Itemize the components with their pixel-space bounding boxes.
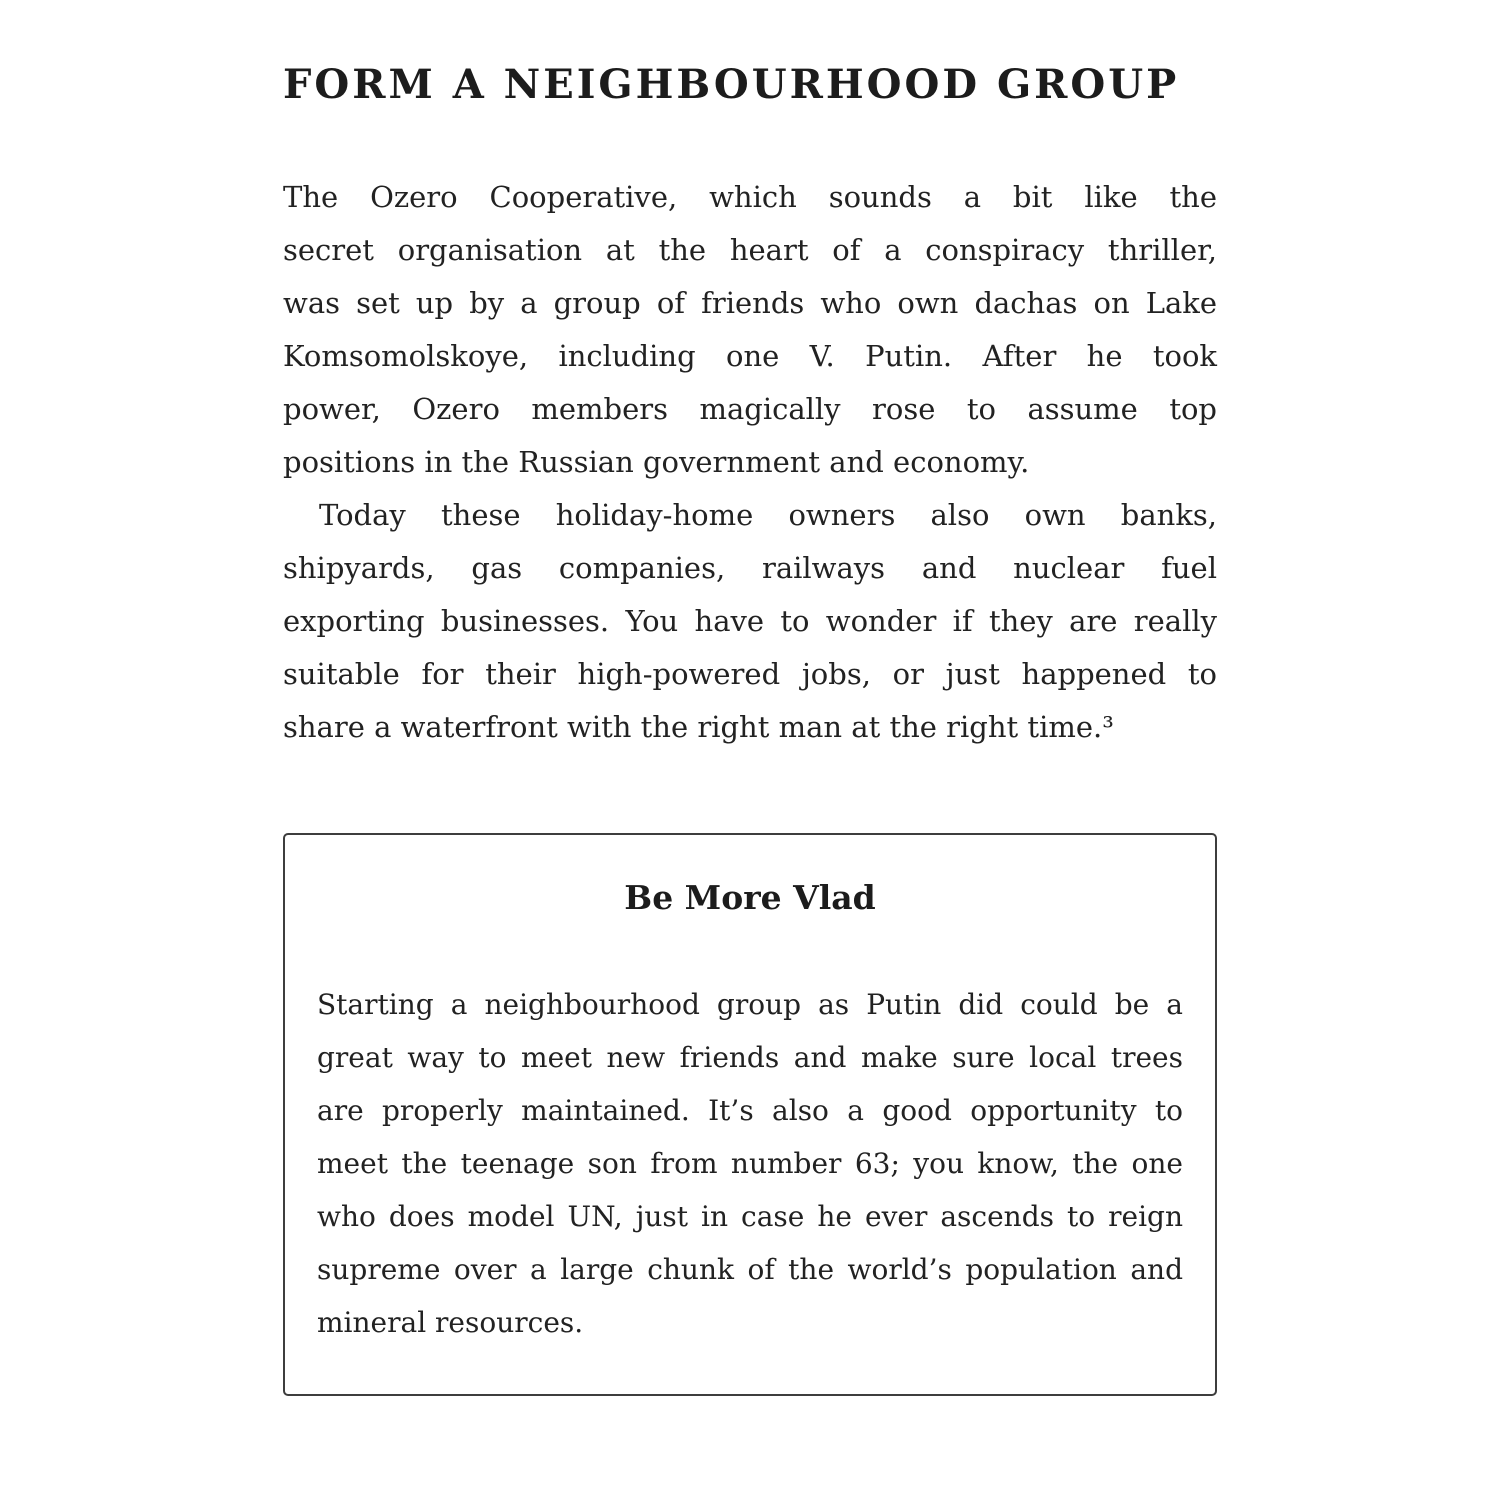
- paragraph-today: [283, 489, 1217, 754]
- text-line: secret organisation at the heart of a conspiracy thriller,: [283, 233, 1217, 267]
- text-line: Starting a neighbourhood group as Putin did could be a: [317, 988, 1183, 1021]
- text-line: Today these holiday-home owners also own banks,: [319, 498, 1217, 532]
- callout-body: [317, 978, 1183, 1349]
- text-line: exporting businesses. You have to wonder if they are really: [283, 604, 1217, 638]
- callout-title: Be More Vlad: [624, 878, 876, 917]
- text-line: suitable for their high-powered jobs, or just happened to: [283, 657, 1217, 691]
- text-line: are properly maintained. It’s also a good opportunity to: [317, 1094, 1183, 1127]
- section-heading: FORM A NEIGHBOURHOOD GROUP: [283, 61, 1180, 108]
- text-line: who does model UN, just in case he ever ascends to reign: [317, 1200, 1183, 1233]
- text-line: shipyards, gas companies, railways and nuclear fuel: [283, 551, 1217, 585]
- callout-box: [283, 833, 1217, 1396]
- text-line: great way to meet new friends and make sure local trees: [317, 1041, 1183, 1074]
- text-line: Komsomolskoye, including one V. Putin. After he took: [283, 339, 1217, 373]
- text-line: was set up by a group of friends who own dachas on Lake: [283, 286, 1217, 320]
- text-line: positions in the Russian government and economy.: [283, 445, 1030, 479]
- body-text: [283, 171, 1217, 754]
- text-line: share a waterfront with the right man at the right time.³: [283, 710, 1114, 744]
- text-line: mineral resources.: [317, 1306, 584, 1339]
- text-line: power, Ozero members magically rose to assume top: [283, 392, 1217, 426]
- paragraph-ozero: [283, 171, 1217, 489]
- text-line: meet the teenage son from number 63; you know, the one: [317, 1147, 1183, 1180]
- text-line: supreme over a large chunk of the world’s population and: [317, 1253, 1183, 1286]
- text-line: The Ozero Cooperative, which sounds a bit like the: [283, 180, 1217, 214]
